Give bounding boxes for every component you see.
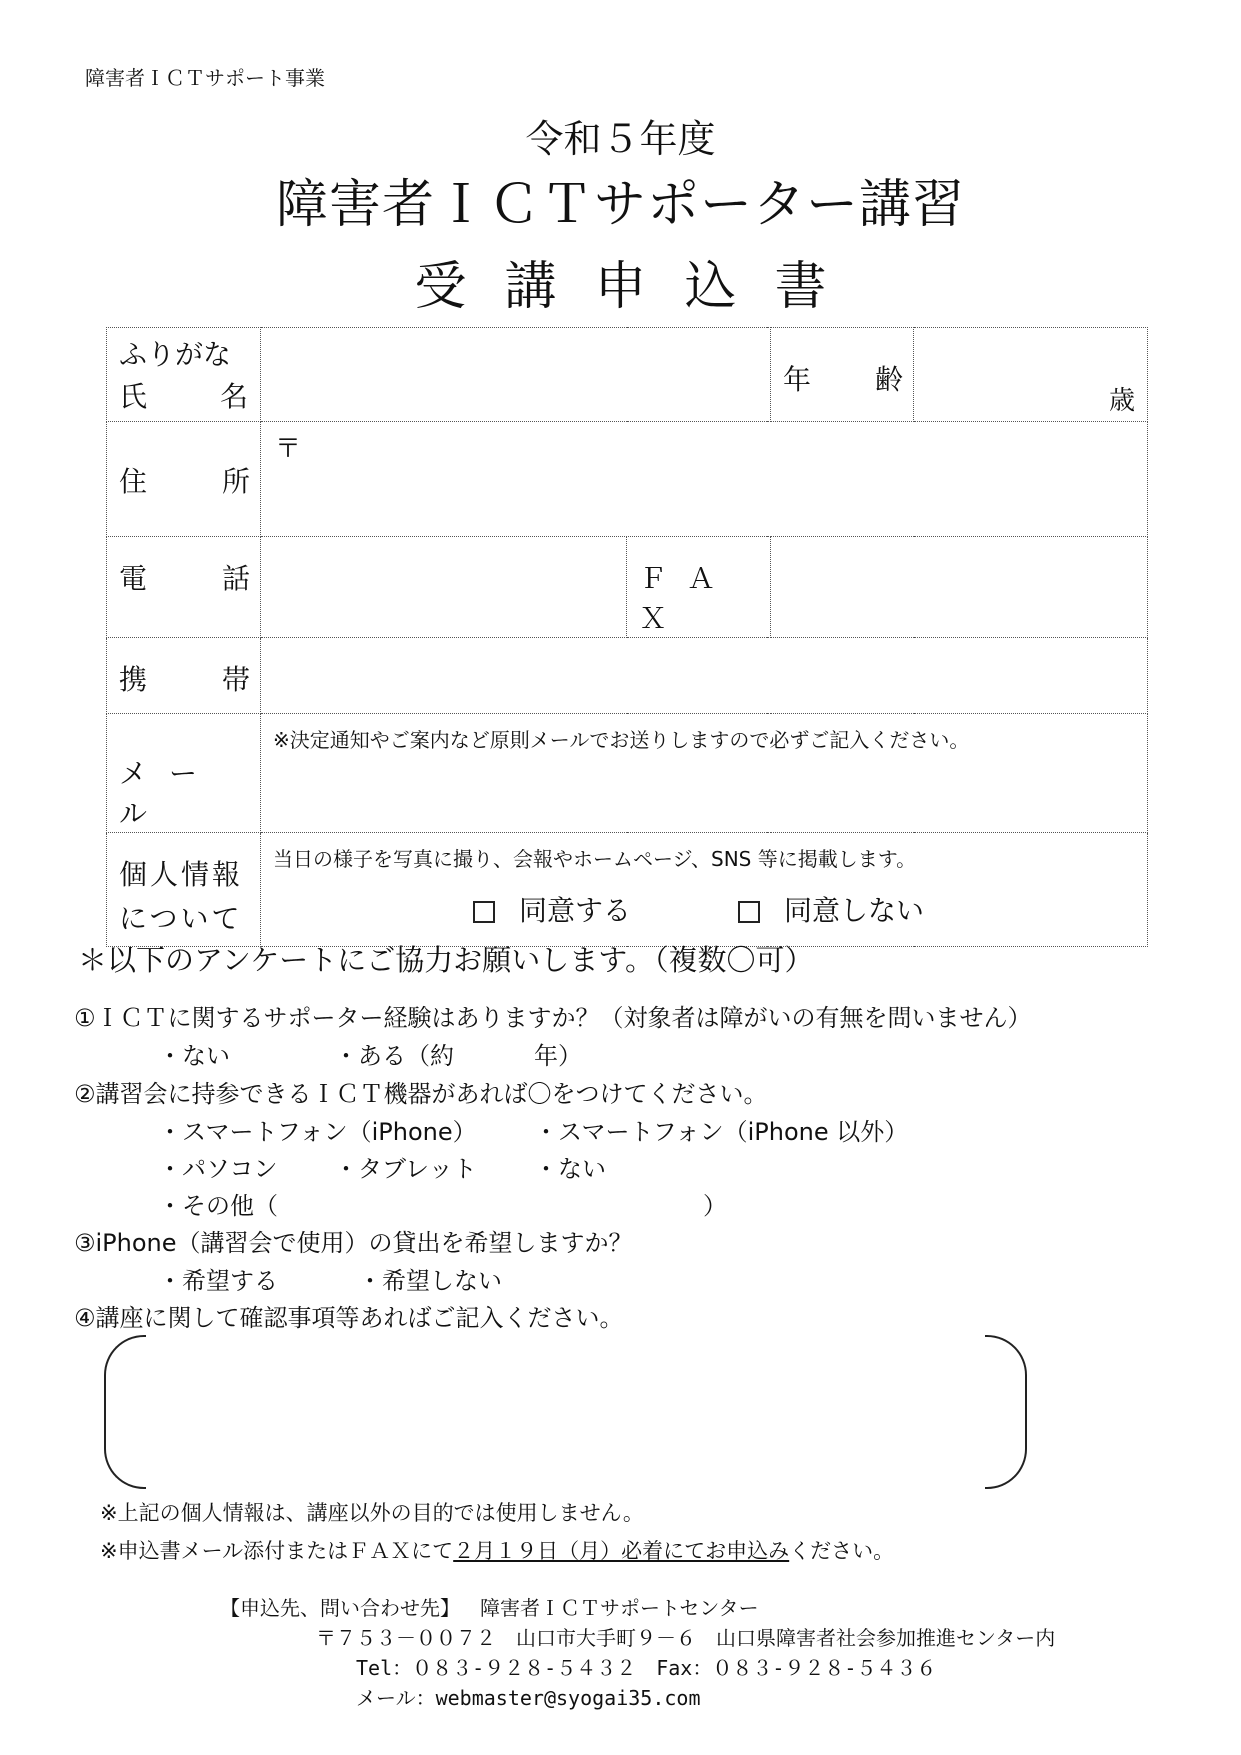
q2-option-pc[interactable]: ・パソコン xyxy=(158,1155,278,1183)
privacy-label-line1: 個人情報 xyxy=(119,858,244,891)
email-note: ※決定通知やご案内など原則メールでお送りしますので必ずご記入ください。 xyxy=(273,728,970,752)
survey-heading: ＊以下のアンケートにご協力お願いします。（複数〇可） xyxy=(78,943,814,977)
contact-org: 障害者ＩＣＴサポートセンター xyxy=(480,1596,759,1620)
disagree-checkbox-icon[interactable] xyxy=(738,901,760,923)
comment-bracket-right xyxy=(985,1335,1027,1489)
question-3: ③iPhone（講習会で使用）の貸出を希望しますか？ xyxy=(74,1229,633,1257)
name-field[interactable] xyxy=(261,328,771,422)
name-label: 氏 名 xyxy=(119,380,248,413)
email-label-cell xyxy=(107,714,261,833)
furigana-label: ふりがな xyxy=(119,338,232,371)
privacy-cell xyxy=(261,833,1148,947)
contact-tel-fax: Tel：０８３-９２８-５４３２ Fax：０８３-９２８-５４３６ xyxy=(356,1656,937,1680)
question-1: ①ＩＣＴに関するサポーター経験はありますか？（対象者は障がいの有無を問いません） xyxy=(74,1004,1032,1032)
q3-option-no[interactable]: ・希望しない xyxy=(358,1267,502,1295)
email-label: メール xyxy=(119,757,220,830)
q1-option-yes-years: 年） xyxy=(534,1042,582,1070)
question-4: ④講座に関して確認事項等あればご記入ください。 xyxy=(74,1304,624,1332)
privacy-note: 当日の様子を写真に撮り、会報やホームページ、SNS 等に掲載します。 xyxy=(273,847,917,871)
disagree-label: 同意しない xyxy=(784,894,925,927)
q2-option-none[interactable]: ・ない xyxy=(534,1155,606,1183)
agree-option[interactable] xyxy=(473,889,631,929)
comment-field[interactable] xyxy=(150,1340,980,1480)
deadline-date: ２月１９日（月）必着にてお申込み xyxy=(453,1539,790,1563)
comment-bracket-left xyxy=(104,1335,146,1489)
address-label-cell xyxy=(107,422,261,537)
application-form xyxy=(106,327,1148,947)
address-label: 住 所 xyxy=(119,465,250,498)
q2-option-tablet[interactable]: ・タブレット xyxy=(334,1155,477,1183)
q2-option-iphone[interactable]: ・スマートフォン（iPhone） xyxy=(158,1118,477,1146)
email-field[interactable] xyxy=(261,714,1148,833)
phone-label-cell xyxy=(107,537,261,638)
privacy-notice: ※上記の個人情報は、講座以外の目的では使用しません。 xyxy=(100,1501,644,1525)
agree-label: 同意する xyxy=(519,894,632,927)
q3-option-yes[interactable]: ・希望する xyxy=(158,1267,278,1295)
q1-option-no[interactable]: ・ない xyxy=(158,1042,230,1070)
q2-option-smartphone-other[interactable]: ・スマートフォン（iPhone 以外） xyxy=(534,1118,909,1146)
course-title: 障害者ＩＣＴサポーター講習 xyxy=(275,175,965,235)
fax-label: ＦＡＸ xyxy=(639,562,736,635)
age-label: 年 齢 xyxy=(783,363,904,396)
address-field[interactable] xyxy=(261,422,1148,537)
fax-label-cell xyxy=(627,537,771,638)
disagree-option[interactable] xyxy=(738,889,924,929)
postal-mark: 〒 xyxy=(275,434,302,464)
age-unit: 歳 xyxy=(1109,386,1136,416)
contact-label: 【申込先、問い合わせ先】 xyxy=(220,1596,460,1620)
question-2: ②講習会に持参できるＩＣＴ機器があれば〇をつけてください。 xyxy=(74,1080,768,1108)
contact-address: 〒７５３－００７２ 山口市大手町９－６ 山口県障害者社会参加推進センター内 xyxy=(316,1626,1056,1650)
deadline-notice: ※申込書メール添付またはＦＡＸにて２月１９日（月）必着にてお申込みください。 xyxy=(100,1539,895,1563)
age-label-cell xyxy=(771,328,914,422)
name-label-cell xyxy=(107,328,261,422)
privacy-label-cell xyxy=(107,833,261,947)
q2-option-other-end: ） xyxy=(703,1192,727,1220)
document-title: 受講申込書 xyxy=(414,257,865,317)
q2-option-other[interactable]: ・その他（ xyxy=(158,1192,278,1220)
age-field[interactable] xyxy=(914,328,1148,422)
contact-email[interactable]: メール：webmaster@syogai35.com xyxy=(356,1686,701,1710)
fiscal-year: 令和５年度 xyxy=(525,117,716,161)
agree-checkbox-icon[interactable] xyxy=(473,901,495,923)
mobile-label-cell xyxy=(107,638,261,714)
phone-field[interactable] xyxy=(261,537,627,638)
mobile-field[interactable] xyxy=(261,638,1148,714)
q1-option-yes[interactable]: ・ある（約 xyxy=(334,1042,454,1070)
mobile-label: 携 帯 xyxy=(119,663,250,696)
phone-label: 電 話 xyxy=(119,562,250,595)
privacy-label-line2: について xyxy=(119,902,243,935)
fax-field[interactable] xyxy=(771,537,1148,638)
program-name: 障害者ＩＣＴサポート事業 xyxy=(85,66,325,90)
